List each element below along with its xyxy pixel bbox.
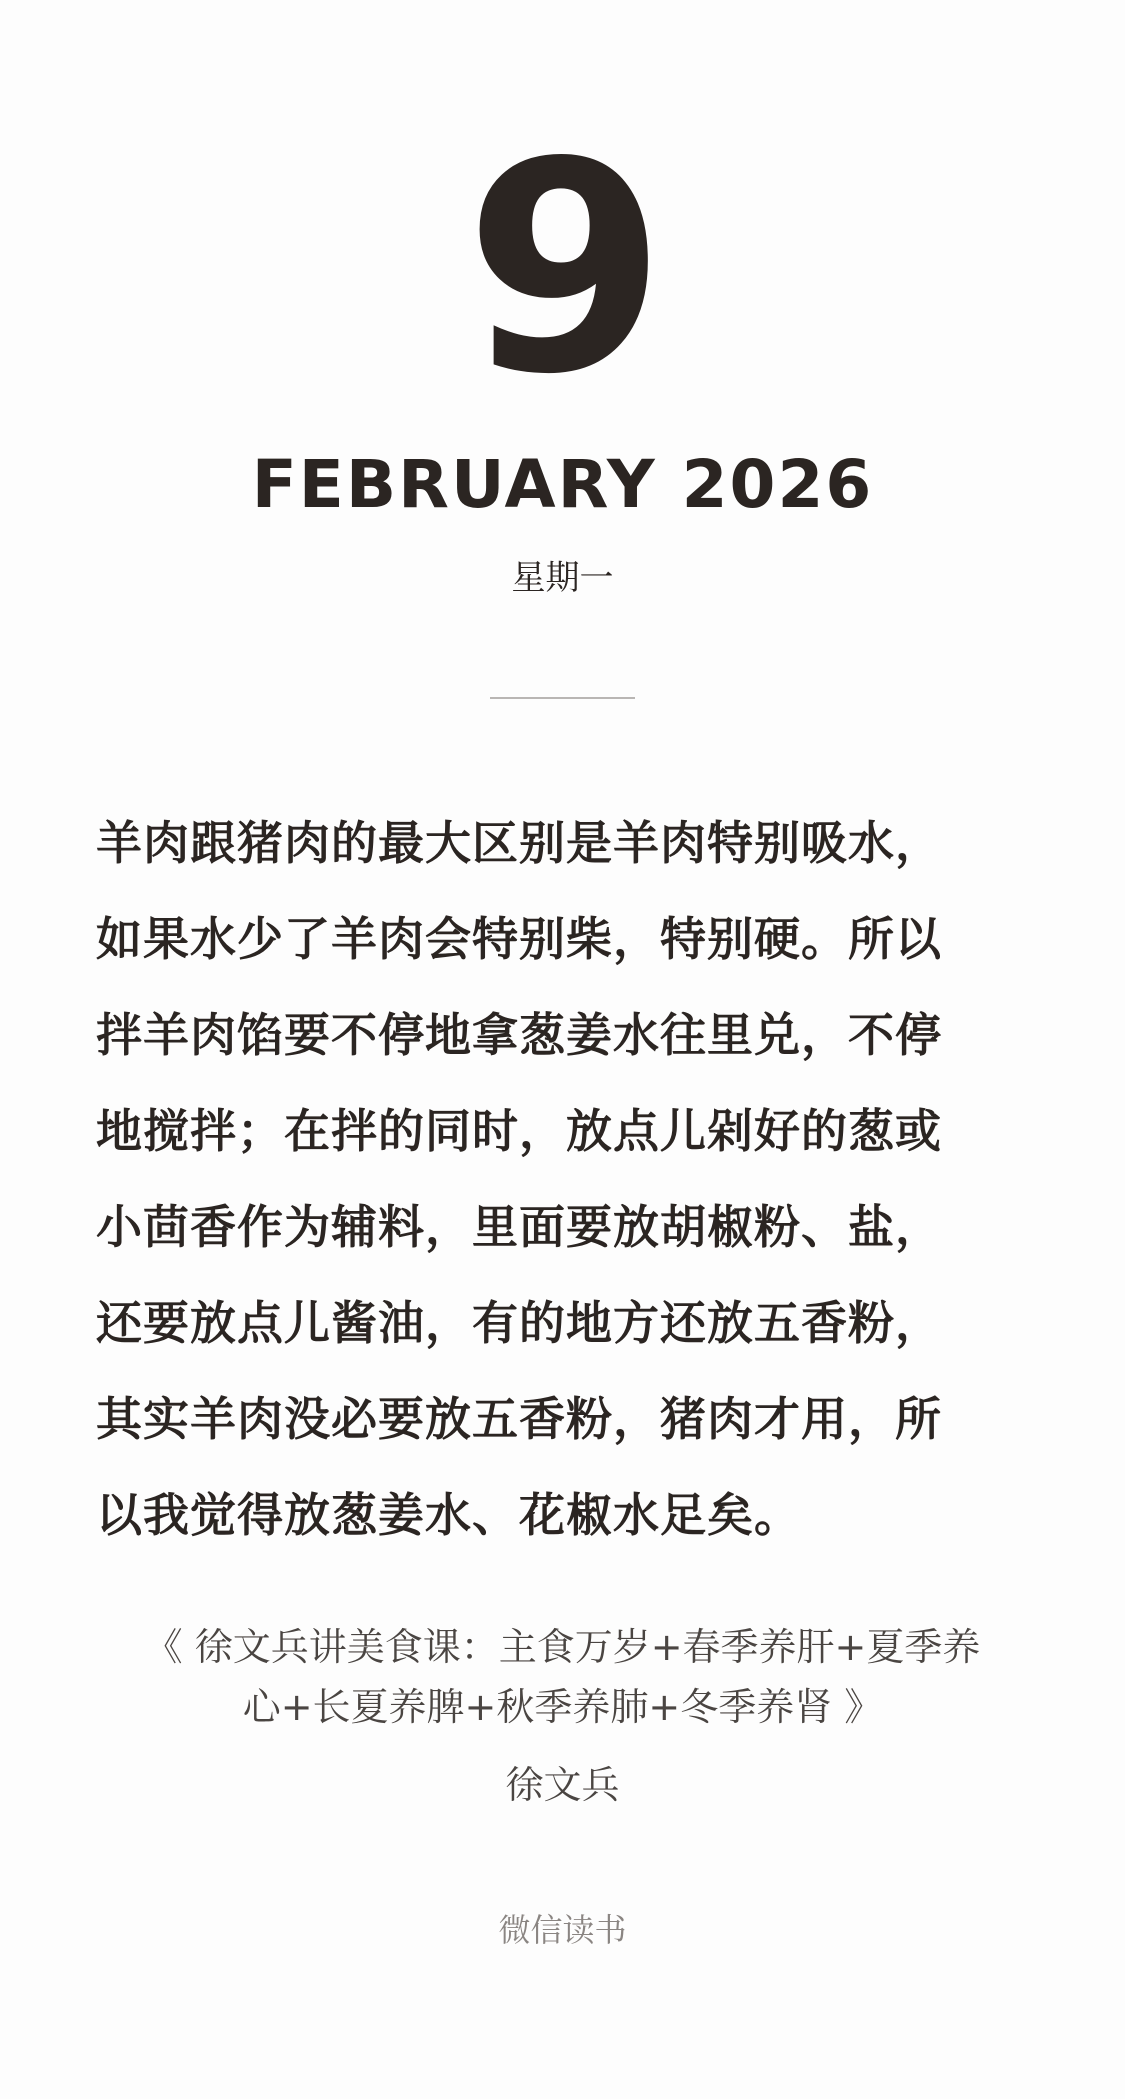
quote-text: [96, 795, 1036, 1563]
quote-line: 小茴香作为辅料，里面要放胡椒粉、盐，: [96, 1200, 942, 1254]
calendar-day: 9: [464, 101, 661, 438]
calendar-weekday: 星期一: [511, 558, 614, 598]
quote-line: 羊肉跟猪肉的最大区别是羊肉特别吸水，: [96, 816, 942, 870]
book-title-line: 《 徐文兵讲美食课：主食万岁+春季养肝+夏季养: [144, 1625, 981, 1669]
quote-line: 如果水少了羊肉会特别柴，特别硬。所以: [96, 912, 942, 966]
calendar-month-year: FEBRUARY 2026: [251, 446, 874, 523]
quote-line: 地搅拌；在拌的同时，放点儿剁好的葱或: [96, 1104, 942, 1158]
quote-line: 其实羊肉没必要放五香粉，猪肉才用，所: [96, 1392, 942, 1446]
quote-line: 还要放点儿酱油，有的地方还放五香粉，: [96, 1296, 942, 1350]
book-title: [100, 1617, 1025, 1737]
quote-line: 拌羊肉馅要不停地拿葱姜水往里兑，不停: [96, 1008, 942, 1062]
quote-line: 以我觉得放葱姜水、花椒水足矣。: [96, 1488, 801, 1542]
book-author: 徐文兵: [505, 1763, 620, 1807]
app-brand: 微信读书: [498, 1911, 627, 1949]
divider: [490, 697, 635, 699]
book-title-line: 心+长夏养脾+秋季养肺+冬季养肾 》: [242, 1685, 883, 1729]
